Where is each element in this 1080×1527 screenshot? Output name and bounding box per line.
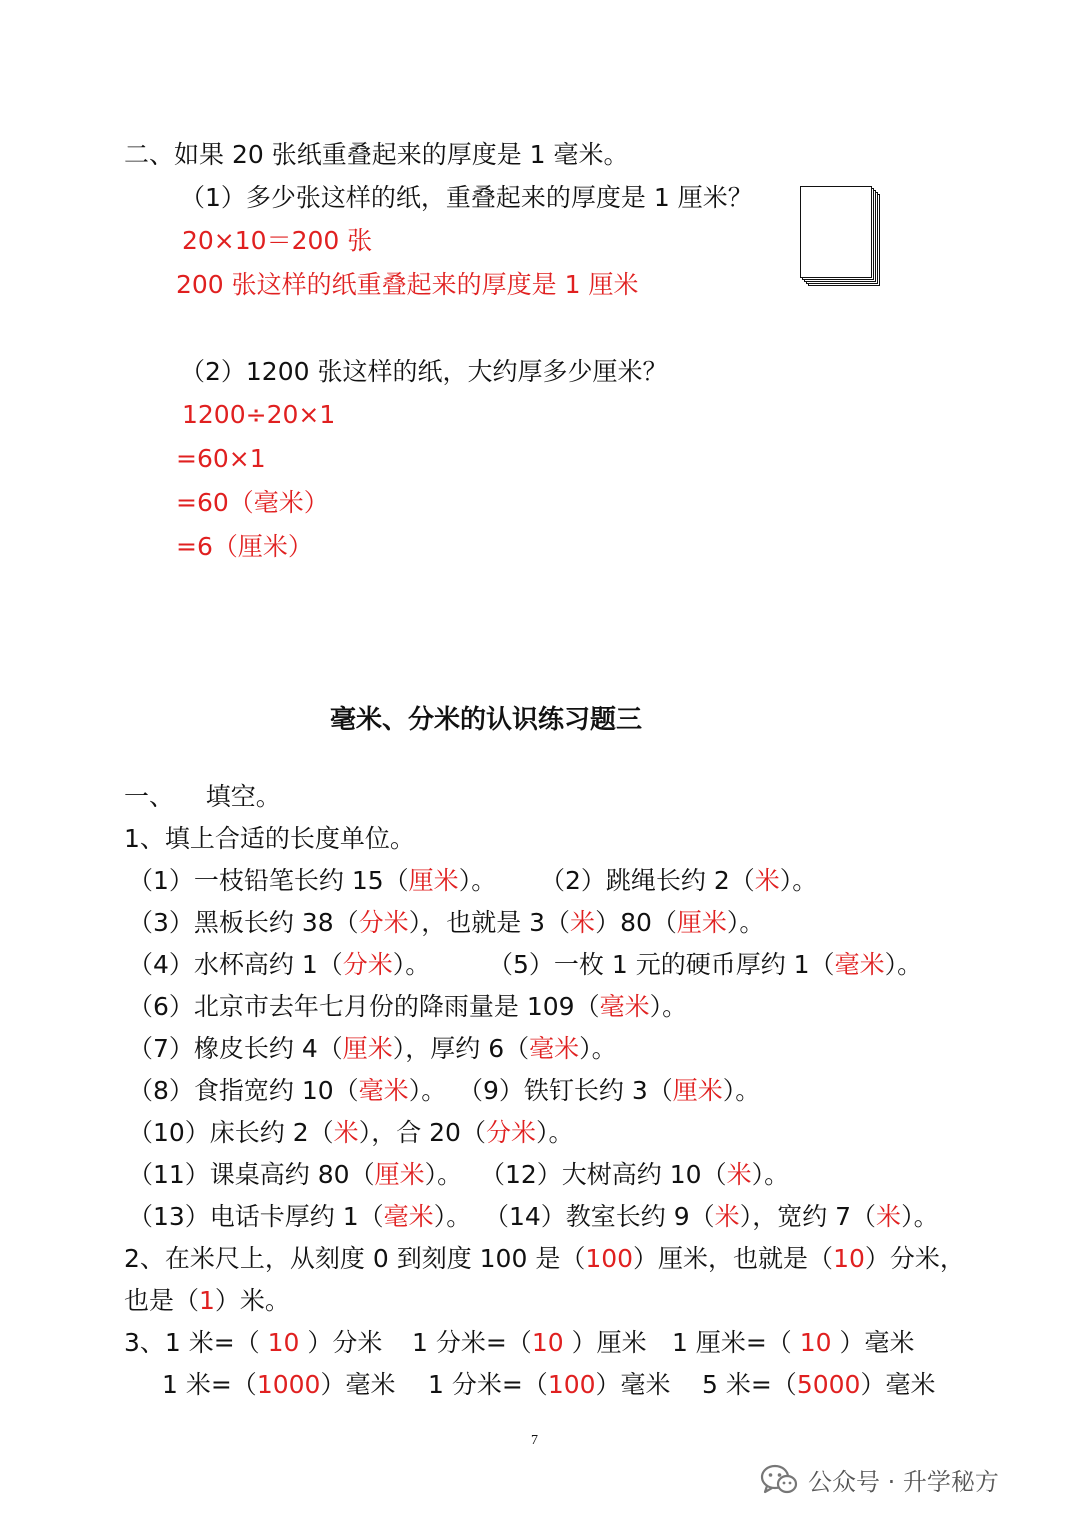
question-2-line2: 也是（1）米。 <box>124 1286 290 1315</box>
section2-a2-line1: 1200÷20×1 <box>182 400 336 429</box>
part1-q1-heading: 1、填上合适的长度单位。 <box>124 824 415 853</box>
item-9: （9）铁钉长约 3（厘米）。 <box>458 1076 761 1105</box>
section2-a1-line2: 200 张这样的纸重叠起来的厚度是 1 厘米 <box>176 270 639 299</box>
question-3-item-5: 1 分米=（100）毫米 <box>428 1370 671 1399</box>
item-13: （13）电话卡厚约 1（毫米）。 <box>128 1202 472 1231</box>
paper-stack-illustration <box>800 186 882 288</box>
question-3-item-3: 1 厘米=（ 10 ）毫米 <box>672 1328 915 1357</box>
question-3-item-1: 3、1 米=（ 10 ）分米 <box>124 1328 383 1357</box>
section2-a2-line2: =60×1 <box>176 444 266 473</box>
watermark <box>760 1462 999 1497</box>
item-1: （1）一枝铅笔长约 15（厘米）。 <box>128 866 497 895</box>
section2-q1: （1）多少张这样的纸，重叠起来的厚度是 1 厘米？ <box>180 183 753 212</box>
wechat-icon <box>760 1464 798 1496</box>
page-title: 毫米、分米的认识练习题三 <box>330 705 643 735</box>
section2-a1-line1: 20×10＝200 张 <box>182 226 373 255</box>
item-7: （7）橡皮长约 4（厘米），厚约 6（毫米）。 <box>128 1034 617 1063</box>
item-10: （10）床长约 2（米），合 20（分米）。 <box>128 1118 574 1147</box>
item-2: （2）跳绳长约 2（米）。 <box>540 866 818 895</box>
item-11: （11）课桌高约 80（厘米）。 <box>128 1160 463 1189</box>
item-3: （3）黑板长约 38（分米），也就是 3（米）80（厘米）。 <box>128 908 765 937</box>
item-12: （12）大树高约 10（米）。 <box>480 1160 790 1189</box>
question-3-item-4: 1 米=（1000）毫米 <box>162 1370 396 1399</box>
item-6: （6）北京市去年七月份的降雨量是 109（毫米）。 <box>128 992 688 1021</box>
section2-heading: 二、如果 20 张纸重叠起来的厚度是 1 毫米。 <box>124 140 629 169</box>
section2-a2-line3: =60（毫米） <box>176 488 329 517</box>
question-3-item-2: 1 分米=（10 ）厘米 <box>412 1328 647 1357</box>
page-number: 7 <box>531 1433 538 1448</box>
question-2: 2、在米尺上，从刻度 0 到刻度 100 是（100）厘米，也就是（10）分米， <box>124 1244 965 1273</box>
question-3-item-6: 5 米=（5000）毫米 <box>702 1370 936 1399</box>
section2-q2: （2）1200 张这样的纸，大约厚多少厘米？ <box>180 357 668 386</box>
section2-a2-line4: =6（厘米） <box>176 532 313 561</box>
item-14: （14）教室长约 9（米），宽约 7（米）。 <box>484 1202 939 1231</box>
watermark-text: 公众号 · 升学秘方 <box>808 1468 999 1496</box>
part1-heading: 一、 填空。 <box>124 782 281 811</box>
item-4: （4）水杯高约 1（分米）。 <box>128 950 431 979</box>
item-5: （5）一枚 1 元的硬币厚约 1（毫米）。 <box>488 950 923 979</box>
item-8: （8）食指宽约 10（毫米）。 <box>128 1076 447 1105</box>
